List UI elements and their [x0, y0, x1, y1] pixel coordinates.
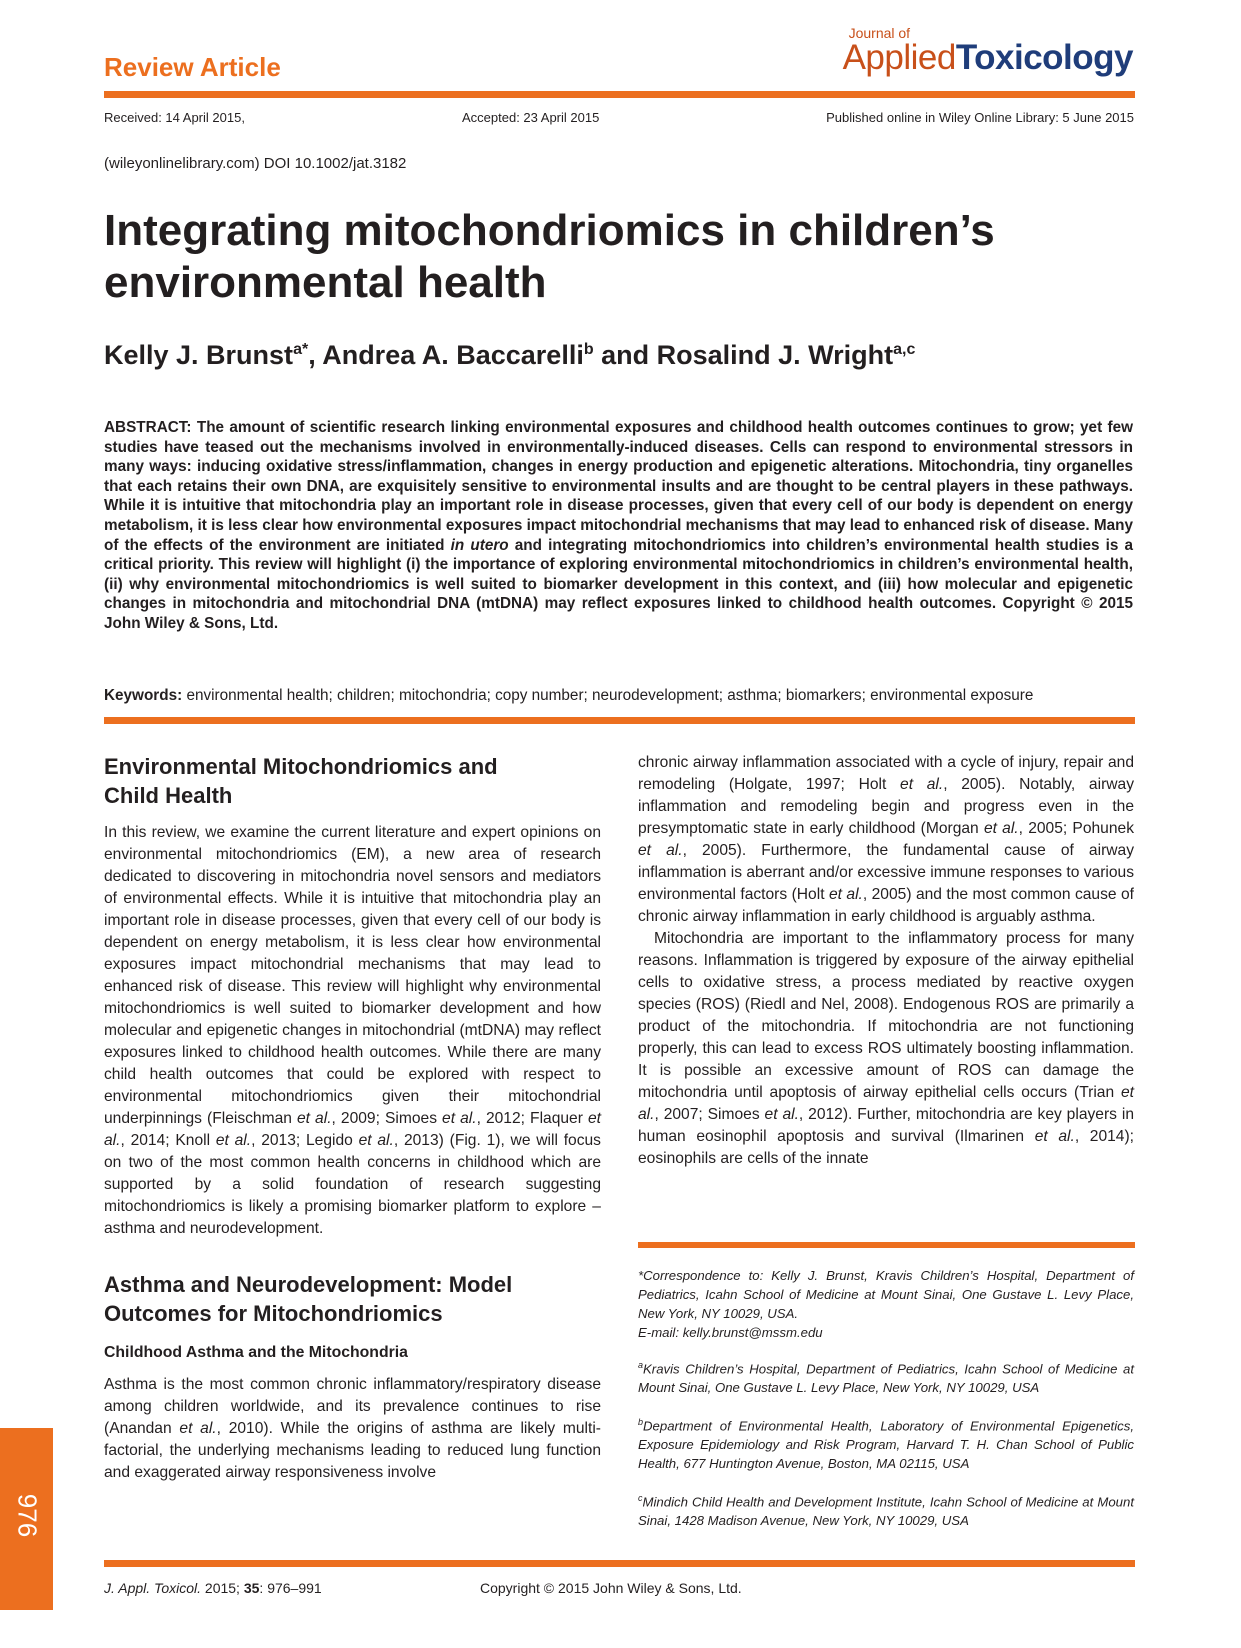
- correspondence-email[interactable]: E-mail: kelly.brunst@mssm.edu: [638, 1325, 823, 1340]
- abstract-text: ABSTRACT: The amount of scientific research linking environmental exposures and childhood health outcomes continues to grow; yet few studies have teased out the mechanisms involved in environmentally-induced diseases. Cells can respond to environmental stressors in many ways: inducing oxidative stress/inflammation, changes in energy production and epigenetic alterations. Mitochondria, tiny organelles that each retains their own DNA, are exquisitely sensitive to environmental insults and are thought to be central players in these pathways. While it is intuitive that mitochondria play an important role in disease processes, given that every cell of our body is dependent on energy metabolism, it is less clear how environmental exposures impact mitochondrial mechanisms that may lead to enhanced risk of disease. Many of the effects of the environment are initiated: [104, 419, 1133, 554]
- title-line-2: environmental health: [104, 258, 547, 307]
- author-affiliation: a,c: [893, 341, 916, 358]
- italic-run: et al.: [638, 1084, 1134, 1123]
- section-heading: [104, 1270, 601, 1328]
- subsection-heading: Childhood Asthma and the Mitochondria: [104, 1344, 408, 1361]
- journal-logo-applied: Applied: [842, 38, 956, 77]
- italic-run: et al.: [900, 776, 944, 793]
- text-run: , 2005). Furthermore, the fundamental cause of airway inflammation is aberrant and/or excessive immune responses to various environmental factors (Holt: [638, 842, 1134, 903]
- abstract-rule: [104, 717, 1135, 724]
- paragraph: [638, 928, 1134, 1170]
- affiliation-text: Kravis Children’s Hospital, Department of Pediatrics, Icahn School of Medicine at Mount Sinai, One Gustave L. Levy Place, New York, NY 10029, USA: [638, 1361, 1134, 1396]
- journal-logo-toxicology: Toxicology: [955, 38, 1133, 77]
- author-list: [104, 340, 915, 371]
- citation-year: 2015;: [204, 1580, 240, 1596]
- text-run: , 2013; Legido: [251, 1132, 359, 1149]
- keywords: [104, 687, 1144, 705]
- footer-rule: [104, 1560, 1135, 1567]
- italic-run: et al.: [104, 1110, 601, 1149]
- italic-run: et al.: [983, 820, 1019, 837]
- italic-run: et al.: [828, 886, 863, 903]
- italic-run: et al.: [442, 1110, 477, 1127]
- citation: [104, 1580, 322, 1596]
- right-column: [638, 752, 1134, 1170]
- text-run: , 2014); eosinophils are cells of the innate: [638, 1128, 1134, 1167]
- received-date: Received: 14 April 2015,: [104, 110, 245, 125]
- italic-run: et al.: [1034, 1128, 1075, 1145]
- text-run: , 2005; Pohunek: [1018, 820, 1134, 837]
- article-title: [104, 205, 1124, 309]
- italic-run: et al.: [358, 1132, 394, 1149]
- affiliation-mark: b: [638, 1417, 644, 1427]
- journal-logo-top: Journal of: [848, 25, 911, 41]
- italic-run: et al.: [638, 842, 683, 859]
- text-run: , 2009; Simoes: [331, 1110, 443, 1127]
- paragraph: [638, 752, 1134, 928]
- affiliation-a: [638, 1356, 1134, 1397]
- author-name: Rosalind J. Wright: [656, 340, 894, 370]
- section-heading-line: Asthma and Neurodevelopment: Model: [104, 1272, 513, 1297]
- text-run: , 2012; Flaquer: [476, 1110, 588, 1127]
- paragraph: [104, 822, 601, 1240]
- italic-run: et al.: [297, 1110, 332, 1127]
- keywords-label: Keywords:: [104, 687, 183, 704]
- author-affiliation: b: [583, 341, 594, 358]
- italic-run: et al.: [764, 1106, 799, 1123]
- correspondence-text: *Correspondence to: Kelly J. Brunst, Kravis Children’s Hospital, Department of Pediatrics, Icahn School of Medicine at Mount Sinai, One Gustave L. Levy Place, New York, NY 10029, USA.: [638, 1268, 1134, 1321]
- section-heading-line: Child Health: [104, 783, 233, 808]
- affiliation-text: Department of Environmental Health, Laboratory of Environmental Epigenetics, Exposure Epidemiology and Risk Program, Harvard T. H. Chan School of Public Health, 677 Huntington Avenue, Boston, MA 02115, USA: [638, 1418, 1134, 1472]
- abstract: [104, 418, 1133, 634]
- text-run: In this review, we examine the current literature and expert opinions on environmental mitochondriomics (EM), a new area of research dedicated to discovering in mitochondria novel sensors and mediators of environmental effects. While it is intuitive that mitochondria play an important role in disease processes, given that every cell of our body is dependent on energy metabolism, it is less clear how environmental exposures impact mitochondrial mechanisms that may lead to enhanced risk of disease. This review will highlight why environmental mitochondriomics is well suited to biomarker development and how molecular and epigenetic changes in mitochondrial (mtDNA) may reflect exposures linked to childhood health outcomes. While there are many child health outcomes that could be explored with respect to environmental mitochondriomics given their mitochondrial underpinnings (Fleischman: [104, 824, 601, 1127]
- paragraph: [104, 1374, 601, 1484]
- section-heading: [104, 752, 601, 810]
- citation-pages: : 976–991: [259, 1580, 322, 1596]
- published-date: Published online in Wiley Online Library: 5 June 2015: [826, 110, 1134, 125]
- citation-volume: 35: [243, 1580, 260, 1596]
- italic-run: et al.: [179, 1420, 217, 1437]
- abstract-italic: in utero: [450, 536, 509, 554]
- author-affiliation: a*: [293, 341, 309, 358]
- affiliation-text: Mindich Child Health and Development Institute, Icahn School of Medicine at Mount Sinai, 1428 Madison Avenue, New York, NY 10029, USA: [638, 1494, 1134, 1529]
- author-name: Andrea A. Baccarelli: [322, 340, 584, 370]
- section-label: Review Article: [104, 52, 281, 82]
- affiliation-mark: a: [638, 1360, 644, 1370]
- text-run: Mitochondria are important to the inflammatory process for many reasons. Inflammation is triggered by exposure of the airway epithelial cells to oxidative stress, a process mediated by reactive oxygen species (ROS) (Riedl and Nel, 2008). Endogenous ROS are primarily a product of the mitochondria. If mitochondria are not functioning properly, this can lead to excess ROS ultimately boosting inflammation. It is possible an excessive amount of ROS can damage the mitochondria until apoptosis of airway epithelial cells occurs (Trian: [638, 930, 1134, 1101]
- page-number: 976: [12, 1493, 43, 1538]
- text-run: , 2014; Knoll: [120, 1132, 216, 1149]
- keywords-list: environmental health; children; mitochondria; copy number; neurodevelopment; asthma; biomarkers; environmental exposure: [186, 687, 1034, 704]
- correspondence-note: [638, 1266, 1134, 1342]
- citation-journal: J. Appl. Toxicol.: [104, 1580, 202, 1596]
- accepted-date: Accepted: 23 April 2015: [462, 110, 600, 125]
- text-run: , 2012). Further, mitochondria are key players in human eosinophil apoptosis and survival (Ilmarinen: [638, 1106, 1134, 1145]
- affiliation-b: [638, 1413, 1134, 1473]
- text-run: , 2005) and the most common cause of chronic airway inflammation in early childhood is arguably asthma.: [638, 886, 1134, 925]
- author-separator: and: [593, 340, 657, 370]
- text-run: , 2005). Notably, airway inflammation and remodeling begin and progress even in the presymptomatic state in early childhood (Morgan: [638, 776, 1134, 837]
- journal-logo: [843, 26, 1133, 75]
- left-column: [104, 752, 601, 1484]
- author-separator: ,: [308, 340, 323, 370]
- section-heading-line: Outcomes for Mitochondriomics: [104, 1301, 443, 1326]
- text-run: , 2013) (Fig. 1), we will focus on two of the most common health concerns in childhood which are supported by a solid foundation of research suggesting mitochondriomics is likely a promising biomarker platform to explore – asthma and neurodevelopment.: [104, 1132, 601, 1237]
- affiliation-c: [638, 1489, 1134, 1530]
- text-run: , 2007; Simoes: [654, 1106, 765, 1123]
- text-run: chronic airway inflammation associated with a cycle of injury, repair and remodeling (Holgate, 1997; Holt: [638, 754, 1134, 793]
- affiliation-mark: c: [638, 1493, 643, 1503]
- doi-line[interactable]: (wileyonlinelibrary.com) DOI 10.1002/jat.3182: [104, 155, 407, 172]
- footnote-rule: [638, 1242, 1135, 1248]
- author-name: Kelly J. Brunst: [104, 340, 294, 370]
- footer-copyright: Copyright © 2015 John Wiley & Sons, Ltd.: [480, 1580, 742, 1596]
- text-run: , 2010). While the origins of asthma are likely multi-factorial, the underlying mechanisms leading to reduced lung function and exaggerated airway responsiveness involve: [104, 1420, 601, 1481]
- section-heading-line: Environmental Mitochondriomics and: [104, 754, 498, 779]
- abstract-text: and integrating mitochondriomics into children’s environmental health studies is a critical priority. This review will highlight (i) the importance of exploring environmental mitochondriomics in children’s environmental health, (ii) why environmental mitochondriomics is well suited to biomarker development in this context, and (iii) how molecular and epigenetic changes in mitochondria and mitochondrial DNA (mtDNA) may reflect exposures linked to childhood health outcomes. Copyright © 2015 John Wiley & Sons, Ltd.: [104, 536, 1134, 632]
- italic-run: et al.: [215, 1132, 252, 1149]
- text-run: Asthma is the most common chronic inflammatory/respiratory disease among children worldwide, and its prevalence continues to rise (Anandan: [104, 1376, 601, 1437]
- title-line-1: Integrating mitochondriomics in children’s: [104, 206, 995, 255]
- header-rule: [104, 91, 1135, 98]
